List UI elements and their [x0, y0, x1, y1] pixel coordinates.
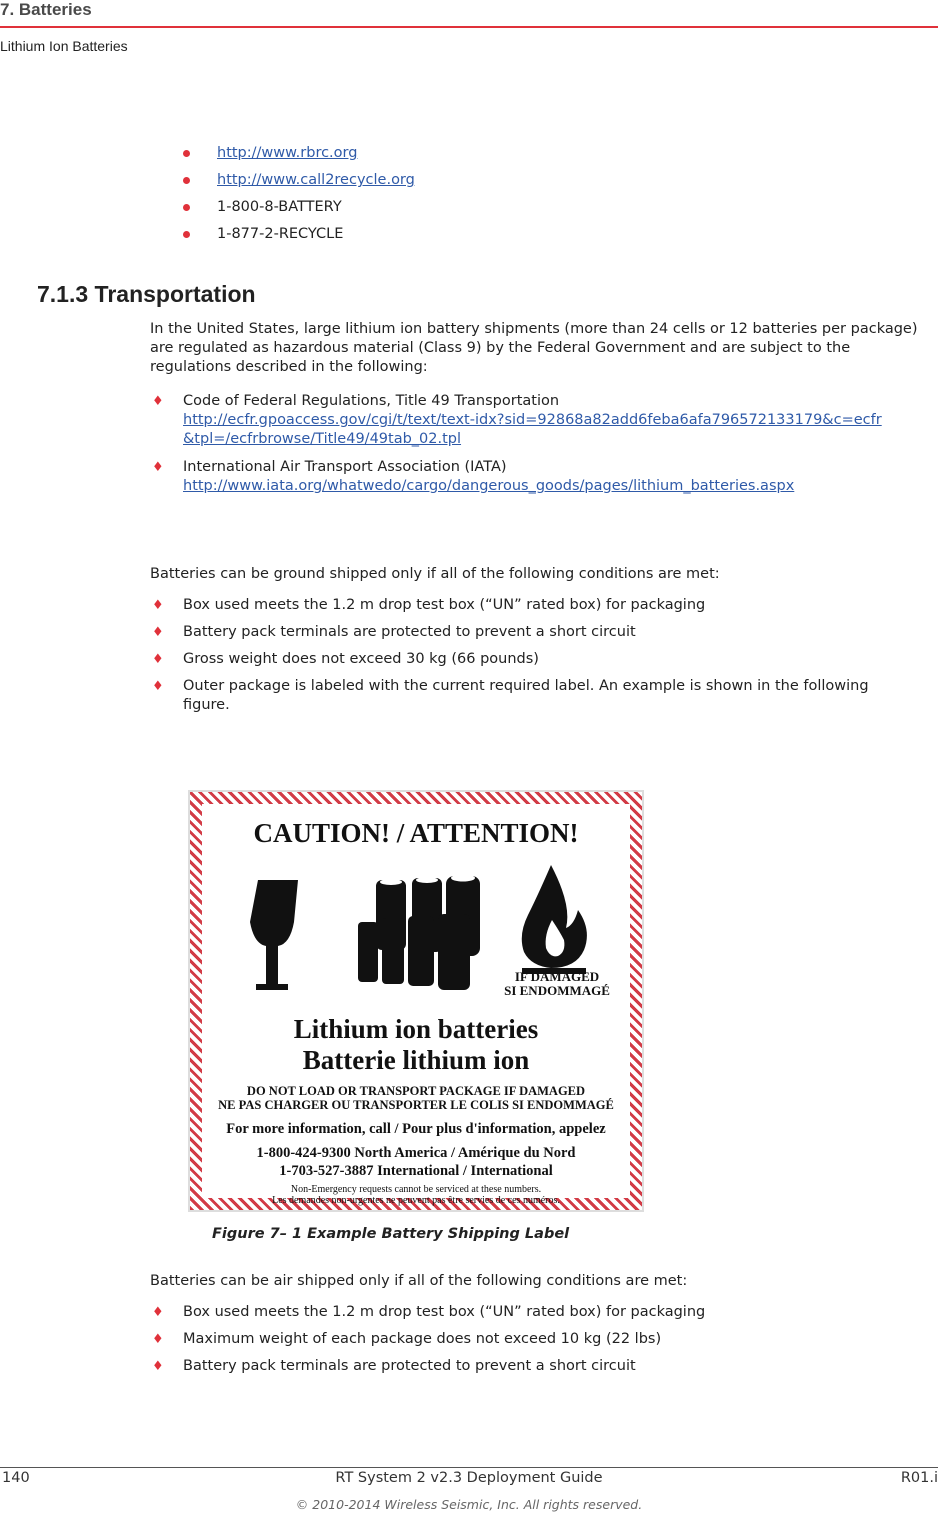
label-content [206, 808, 626, 1206]
regulation-title: International Air Transport Association (IATA) [183, 459, 507, 475]
flame-icon [522, 865, 587, 974]
bullet-icon [183, 231, 190, 238]
link-iata[interactable]: http://www.iata.org/whatwedo/cargo/dangerous_goods/pages/lithium_batteries.aspx [183, 478, 795, 494]
fragile-glass-icon [250, 880, 298, 990]
list-item [180, 197, 415, 224]
diamond-bullet-icon: ♦ [152, 679, 164, 694]
air-intro: Batteries can be air shipped only if all of the following conditions are met: [150, 1273, 688, 1289]
label-info: For more information, call / Pour plus d'information, appelez [226, 1121, 606, 1137]
bullet-icon [183, 204, 190, 211]
list-item [180, 143, 415, 170]
batteries-icon [358, 875, 480, 991]
if-damaged-en: IF DAMAGED [514, 969, 600, 984]
diamond-bullet-icon: ♦ [152, 394, 164, 409]
battery-shipping-label-figure [188, 790, 644, 1212]
regulation-title: Code of Federal Regulations, Title 49 Transportation [183, 393, 560, 409]
page-number: 140 [2, 1470, 30, 1486]
list-item [150, 1303, 900, 1322]
diamond-bullet-icon: ♦ [152, 1305, 164, 1320]
regulations-list [150, 392, 930, 496]
document-title: RT System 2 v2.3 Deployment Guide [335, 1470, 603, 1486]
header-divider [0, 26, 938, 28]
list-item [150, 392, 930, 449]
link-rbrc[interactable]: http://www.rbrc.org [217, 145, 358, 161]
ground-conditions-list [150, 596, 900, 715]
diamond-bullet-icon: ♦ [152, 460, 164, 475]
bullet-icon [183, 150, 190, 157]
label-title-en: Lithium ion batteries [293, 1014, 539, 1044]
phone-recycle: 1-877-2-RECYCLE [217, 226, 344, 242]
diamond-bullet-icon: ♦ [152, 598, 164, 613]
label-warning-fr: NE PAS CHARGER OU TRANSPORTER LE COLIS SI ENDOMMAGÉ [218, 1098, 614, 1112]
list-item [180, 224, 415, 251]
condition-text: Maximum weight of each package does not exceed 10 kg (22 lbs) [183, 1331, 662, 1347]
if-damaged-fr: SI ENDOMMAGÉ [504, 983, 610, 998]
diamond-bullet-icon: ♦ [152, 1332, 164, 1347]
list-item [150, 650, 900, 669]
bullet-icon [183, 177, 190, 184]
label-if-damaged [492, 970, 622, 998]
list-item [150, 458, 930, 496]
condition-text: Outer package is labeled with the current required label. An example is shown in the following figure. [183, 678, 869, 713]
label-phone-na: 1-800-424-9300 North America / Amérique du Nord [256, 1145, 576, 1161]
condition-text: Gross weight does not exceed 30 kg (66 pounds) [183, 651, 539, 667]
intro-paragraph: In the United States, large lithium ion battery shipments (more than 24 cells or 12 batteries per package) are regulated as hazardous material (Class 9) by the Federal Government and are subject to the regulations described in the following: [150, 321, 918, 375]
label-note-fr: Les demandes non-urgentes ne peuvent pas être servies de ces numéros. [272, 1195, 560, 1206]
figure-caption: Figure 7– 1 Example Battery Shipping Label [212, 1226, 570, 1242]
chapter-title: 7. Batteries [0, 0, 92, 19]
diamond-bullet-icon: ♦ [152, 625, 164, 640]
diamond-bullet-icon: ♦ [152, 1359, 164, 1374]
condition-text: Battery pack terminals are protected to prevent a short circuit [183, 1358, 636, 1374]
section-heading: 7.1.3 Transportation [37, 281, 256, 307]
phone-battery: 1-800-8-BATTERY [217, 199, 342, 215]
list-item [150, 623, 900, 642]
label-caution-title: CAUTION! / ATTENTION! [253, 818, 579, 848]
label-phone-intl: 1-703-527-3887 International / International [279, 1163, 553, 1179]
air-conditions-list [150, 1303, 900, 1376]
label-title-fr: Batterie lithium ion [302, 1045, 530, 1075]
link-call2recycle[interactable]: http://www.call2recycle.org [217, 172, 415, 188]
label-warning-en: DO NOT LOAD OR TRANSPORT PACKAGE IF DAMAGED [246, 1084, 586, 1098]
revision: R01.i [900, 1470, 938, 1486]
condition-text: Battery pack terminals are protected to prevent a short circuit [183, 624, 636, 640]
condition-text: Box used meets the 1.2 m drop test box (“UN” rated box) for packaging [183, 1304, 706, 1320]
list-item [180, 170, 415, 197]
condition-text: Box used meets the 1.2 m drop test box (“UN” rated box) for packaging [183, 597, 706, 613]
diamond-bullet-icon: ♦ [152, 652, 164, 667]
list-item [150, 677, 900, 715]
copyright: © 2010-2014 Wireless Seismic, Inc. All rights reserved. [295, 1497, 643, 1512]
list-item [150, 1330, 900, 1349]
ground-intro: Batteries can be ground shipped only if all of the following conditions are met: [150, 566, 720, 582]
label-note-en: Non-Emergency requests cannot be serviced at these numbers. [290, 1184, 542, 1195]
footer-divider [0, 1467, 938, 1468]
recycle-list [180, 143, 415, 251]
link-ecfr[interactable]: http://ecfr.gpoaccess.gov/cgi/t/text/text-idx?sid=92868a82add6feba6afa796572133179&c=ecfr&tpl=/ecfrbrowse/Title49/49tab_02.tpl [183, 412, 882, 447]
section-subtitle: Lithium Ion Batteries [0, 38, 128, 54]
list-item [150, 1357, 900, 1376]
list-item [150, 596, 900, 615]
